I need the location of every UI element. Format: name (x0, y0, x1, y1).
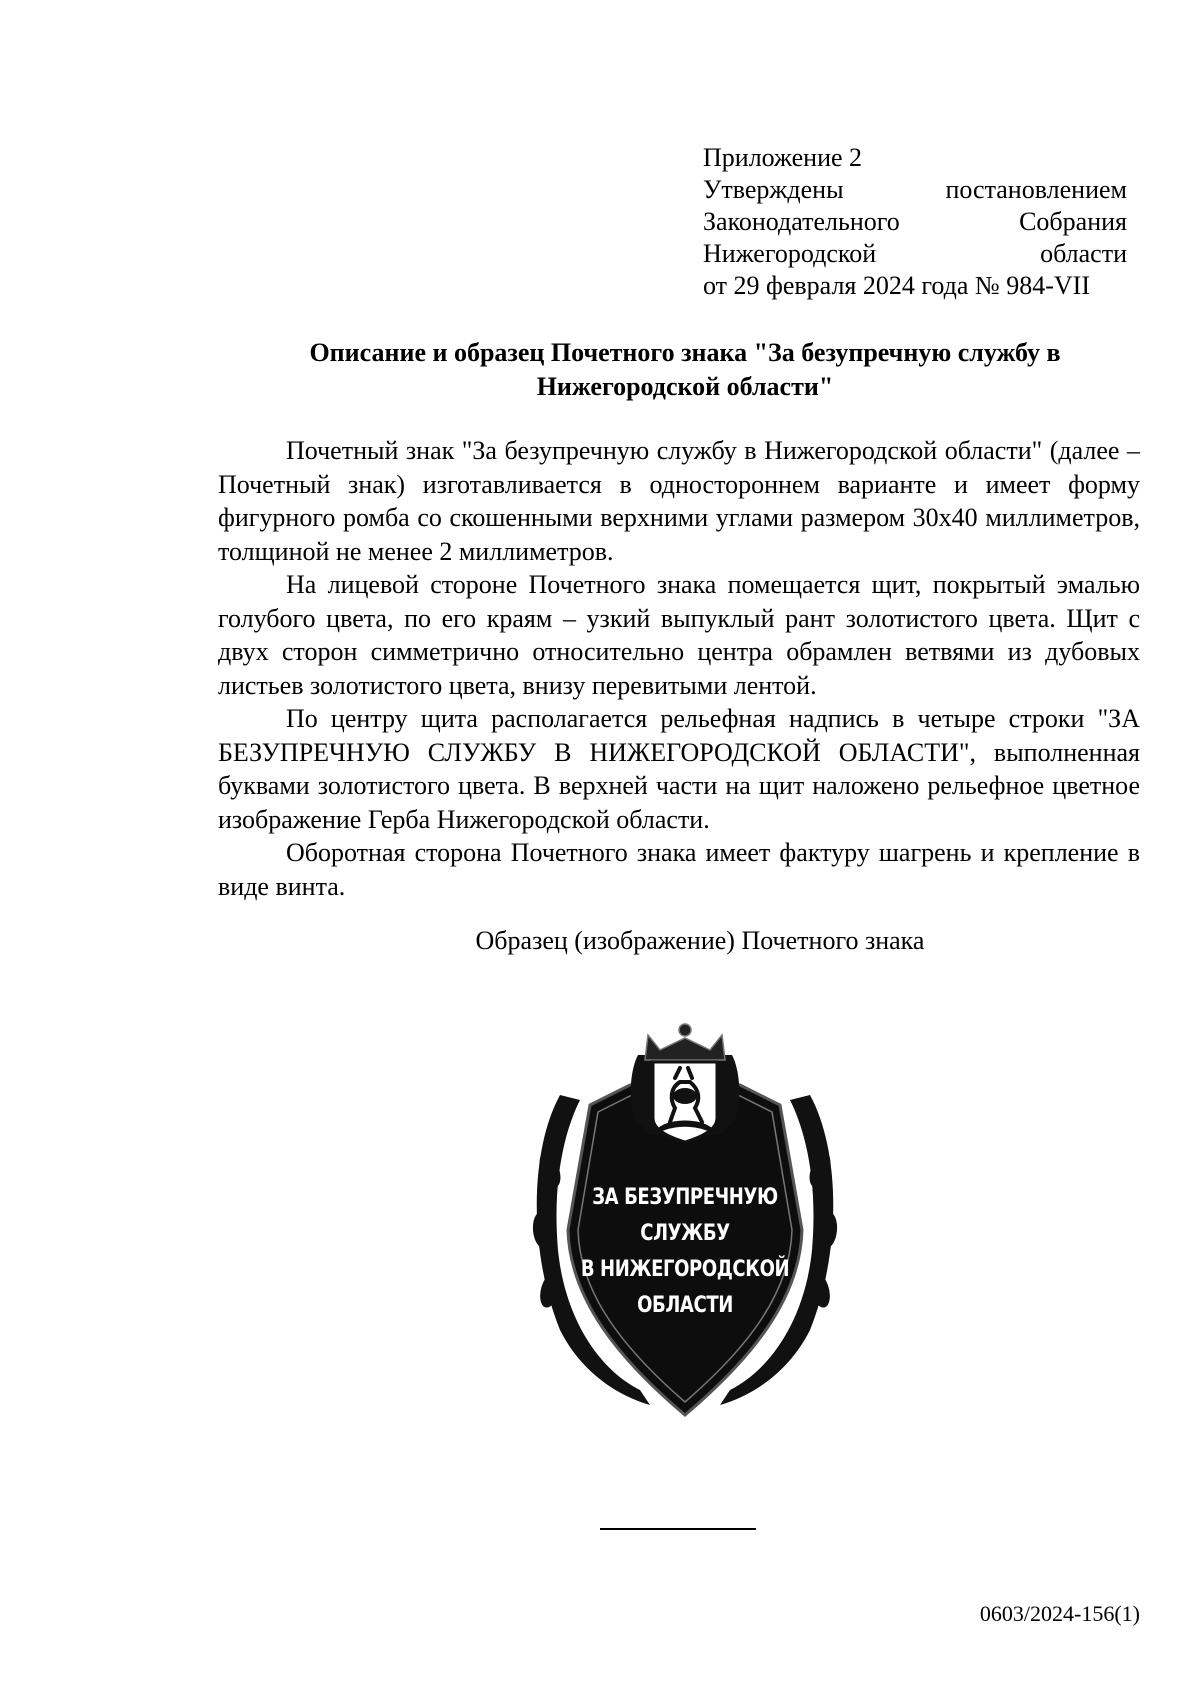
badge-inscription (550, 1180, 821, 1324)
approval-word: Собрания (1019, 207, 1127, 236)
paragraph: Почетный знак "За безупречную службу в Нижегородской области" (далее – Почетный знак) изготавливается в одностороннем варианте и имеет форму фигурного ромба со скошенными верхними углами размером 30х40 миллиметров, толщиной не менее 2 миллиметров. (218, 436, 1140, 566)
coat-of-arms-icon (631, 1024, 740, 1142)
paragraph: На лицевой стороне Почетного знака помещается щит, покрытый эмалью голубого цвета, по его краям – узкий выпуклый рант золотистого цвета. Щит с двух сторон симметрично относительно центра обрамлен ветвями из дубовых листьев золотистого цвета, внизу перевитыми лентой. (218, 570, 1140, 700)
approval-word: Утверждены (703, 175, 844, 204)
document-title: Описание и образец Почетного знака "За безупречную службу в Нижегородской области" (309, 338, 1061, 401)
badge-line: ЗА БЕЗУПРЕЧНУЮ (592, 1185, 778, 1210)
appendix-label: Приложение 2 (703, 143, 863, 172)
approval-word: Законодательного (703, 207, 900, 236)
approval-word: Нижегородской (703, 239, 877, 268)
approval-block (703, 142, 1127, 302)
paragraph: Оборотная сторона Почетного знака имеет фактуру шагрень и крепление в виде винта. (218, 838, 1140, 901)
body-text (218, 434, 1140, 903)
badge-line: В НИЖЕГОРОДСКОЙ (580, 1257, 790, 1282)
sample-caption: Образец (изображение) Почетного знака (475, 926, 925, 955)
badge-image (520, 1000, 850, 1430)
paragraph: По центру щита располагается рельефная надпись в четыре строки "ЗА БЕЗУПРЕЧНУЮ СЛУЖБУ В НИЖЕГОРОДСКОЙ ОБЛАСТИ", выполненная буквами золотистого цвета. В верхней части на щит наложено рельефное цветное изображение Герба Нижегородской области. (218, 704, 1140, 834)
approval-line-3 (703, 206, 1127, 238)
badge-line: ОБЛАСТИ (637, 1293, 733, 1318)
footer-divider (600, 1528, 756, 1530)
document-number: 0603/2024-156(1) (979, 1601, 1140, 1626)
approval-word: области (1040, 239, 1127, 268)
approval-line-4 (703, 238, 1127, 270)
approval-line-2 (703, 174, 1127, 206)
approval-date: от 29 февраля 2024 года № 984-VII (703, 271, 1090, 300)
approval-word: постановлением (945, 175, 1127, 204)
badge-line: СЛУЖБУ (640, 1221, 730, 1246)
